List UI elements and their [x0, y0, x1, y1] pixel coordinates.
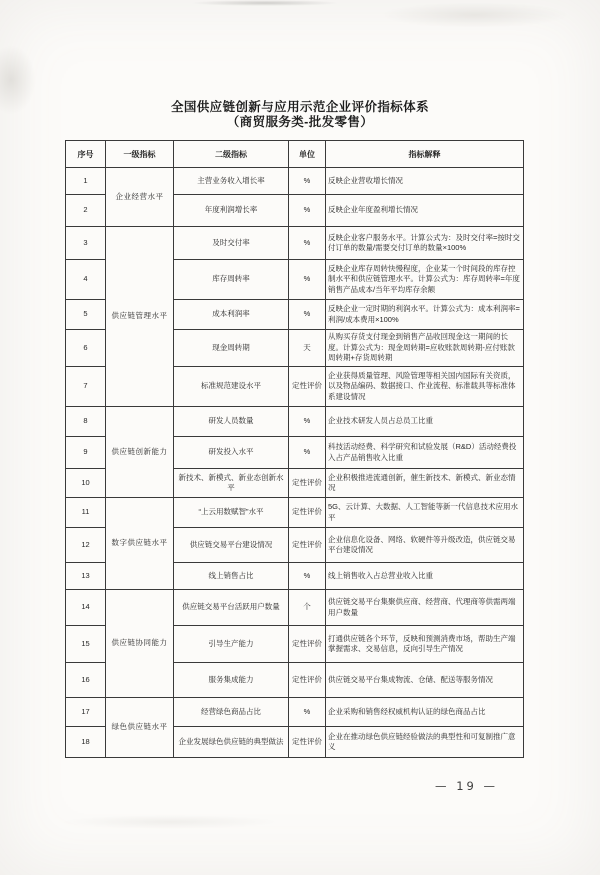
row-number-cell: 17 [66, 698, 106, 727]
scan-artifact [380, 2, 570, 28]
unit-cell: 定性评价 [289, 528, 326, 563]
indicator-cell: 标准规范建设水平 [174, 367, 289, 407]
indicator-cell: 供应链交易平台活跃用户数量 [174, 590, 289, 626]
unit-cell: % [289, 227, 326, 260]
unit-cell: % [289, 195, 326, 227]
explanation-cell: 企业技术研发人员占总员工比重 [326, 407, 524, 437]
unit-cell: % [289, 168, 326, 195]
unit-cell: % [289, 437, 326, 469]
column-header-level2: 二级指标 [174, 141, 289, 168]
explanation-cell: 反映企业库存周转快慢程度，企业某一个时间段的库存控制水平和供应链管理水平。计算公式为：库存周转率=年度销售产品成本/当年平均库存余额 [326, 260, 524, 300]
explanation-cell: 反映企业年度盈利增长情况 [326, 195, 524, 227]
row-number-cell: 4 [66, 260, 106, 300]
scan-artifact [190, 0, 340, 6]
scan-artifact [60, 815, 280, 829]
column-header-explanation: 指标解释 [326, 141, 524, 168]
explanation-cell: 企业采购和销售经权威机构认证的绿色商品占比 [326, 698, 524, 727]
explanation-cell: 企业积极推进流通创新，催生新技术、新模式、新业态情况 [326, 469, 524, 498]
row-number-cell: 6 [66, 330, 106, 367]
indicator-cell: 企业发展绿色供应链的典型做法 [174, 727, 289, 758]
explanation-cell: 反映企业营收增长情况 [326, 168, 524, 195]
row-number-cell: 15 [66, 626, 106, 663]
unit-cell: 定性评价 [289, 469, 326, 498]
group-cell: 绿色供应链水平 [106, 698, 174, 758]
document-title-line1: 全国供应链创新与应用示范企业评价指标体系 [170, 100, 429, 114]
explanation-cell: 科技活动经费、科学研究和试验发展（R&D）活动经费投入占产品销售收入比重 [326, 437, 524, 469]
unit-cell: 定性评价 [289, 727, 326, 758]
indicator-cell: 供应链交易平台建设情况 [174, 528, 289, 563]
row-number-cell: 5 [66, 300, 106, 330]
indicator-cell: 及时交付率 [174, 227, 289, 260]
unit-cell: % [289, 300, 326, 330]
row-number-cell: 14 [66, 590, 106, 626]
row-number-cell: 9 [66, 437, 106, 469]
row-number-cell: 13 [66, 563, 106, 590]
group-cell: 供应链管理水平 [106, 227, 174, 407]
unit-cell: 定性评价 [289, 367, 326, 407]
unit-cell: 定性评价 [289, 626, 326, 663]
row-number-cell: 1 [66, 168, 106, 195]
table-row [66, 590, 524, 626]
row-number-cell: 7 [66, 367, 106, 407]
unit-cell: 定性评价 [289, 663, 326, 698]
indicator-cell: 引导生产能力 [174, 626, 289, 663]
column-header-unit: 单位 [289, 141, 326, 168]
indicator-table [65, 140, 524, 758]
table-row [66, 227, 524, 260]
header-row [66, 141, 524, 168]
table-row [66, 407, 524, 437]
indicator-cell: 现金周转期 [174, 330, 289, 367]
unit-cell: % [289, 260, 326, 300]
indicator-cell: 研发人员数量 [174, 407, 289, 437]
explanation-cell: 打通供应链各个环节，反映和预测消费市场，帮助生产端掌握需求、交易信息，反向引导生产情况 [326, 626, 524, 663]
explanation-cell: 线上销售收入占总营业收入比重 [326, 563, 524, 590]
indicator-cell: 主营业务收入增长率 [174, 168, 289, 195]
indicator-cell: 库存周转率 [174, 260, 289, 300]
column-header-no: 序号 [66, 141, 106, 168]
indicator-cell: 研发投入水平 [174, 437, 289, 469]
unit-cell: % [289, 407, 326, 437]
table-row [66, 698, 524, 727]
document-title-line2: （商贸服务类-批发零售） [226, 115, 374, 129]
row-number-cell: 18 [66, 727, 106, 758]
explanation-cell: 企业在推动绿色供应链经验做法的典型性和可复制推广意义 [326, 727, 524, 758]
group-cell: 供应链协同能力 [106, 590, 174, 698]
page-number: — 19 — [435, 779, 498, 793]
row-number-cell: 2 [66, 195, 106, 227]
indicator-cell: 服务集成能力 [174, 663, 289, 698]
indicator-cell: 年度利润增长率 [174, 195, 289, 227]
explanation-cell: 企业信息化设备、网络、软硬件等升级改造，供应链交易平台建设情况 [326, 528, 524, 563]
explanation-cell: 反映企业一定时期的利润水平。计算公式为：成本利润率=利润/成本费用×100% [326, 300, 524, 330]
row-number-cell: 10 [66, 469, 106, 498]
indicator-cell: 新技术、新模式、新业态创新水平 [174, 469, 289, 498]
explanation-cell: 供应链交易平台集聚供应商、经营商、代理商等供需两端用户数量 [326, 590, 524, 626]
unit-cell: 天 [289, 330, 326, 367]
group-cell: 供应链创新能力 [106, 407, 174, 498]
unit-cell: % [289, 698, 326, 727]
indicator-cell: “上云用数赋智”水平 [174, 498, 289, 528]
explanation-cell: 反映企业客户服务水平。计算公式为：及时交付率=按时交付订单的数量/需要交付订单的数量×100% [326, 227, 524, 260]
indicator-cell: 线上销售占比 [174, 563, 289, 590]
unit-cell: 个 [289, 590, 326, 626]
row-number-cell: 3 [66, 227, 106, 260]
table-row [66, 498, 524, 528]
column-header-level1: 一级指标 [106, 141, 174, 168]
explanation-cell: 供应链交易平台集成物流、仓储、配送等服务情况 [326, 663, 524, 698]
explanation-cell: 5G、云计算、大数据、人工智能等新一代信息技术应用水平 [326, 498, 524, 528]
table-row [66, 168, 524, 195]
row-number-cell: 8 [66, 407, 106, 437]
explanation-cell: 从购买存货支付现金到销售产品收回现金这一期间的长度。计算公式为：现金周转期=应收账款周转期-应付账款周转期+存货周转期 [326, 330, 524, 367]
document-title [0, 100, 600, 130]
indicator-cell: 成本利润率 [174, 300, 289, 330]
row-number-cell: 12 [66, 528, 106, 563]
unit-cell: % [289, 563, 326, 590]
group-cell: 数字供应链水平 [106, 498, 174, 590]
row-number-cell: 11 [66, 498, 106, 528]
group-cell: 企业经营水平 [106, 168, 174, 227]
unit-cell: 定性评价 [289, 498, 326, 528]
explanation-cell: 企业获得质量管理、风险管理等相关国内国际有关资质，以及物品编码、数据接口、作业流程、标准载具等标准体系建设情况 [326, 367, 524, 407]
row-number-cell: 16 [66, 663, 106, 698]
indicator-cell: 经营绿色商品占比 [174, 698, 289, 727]
